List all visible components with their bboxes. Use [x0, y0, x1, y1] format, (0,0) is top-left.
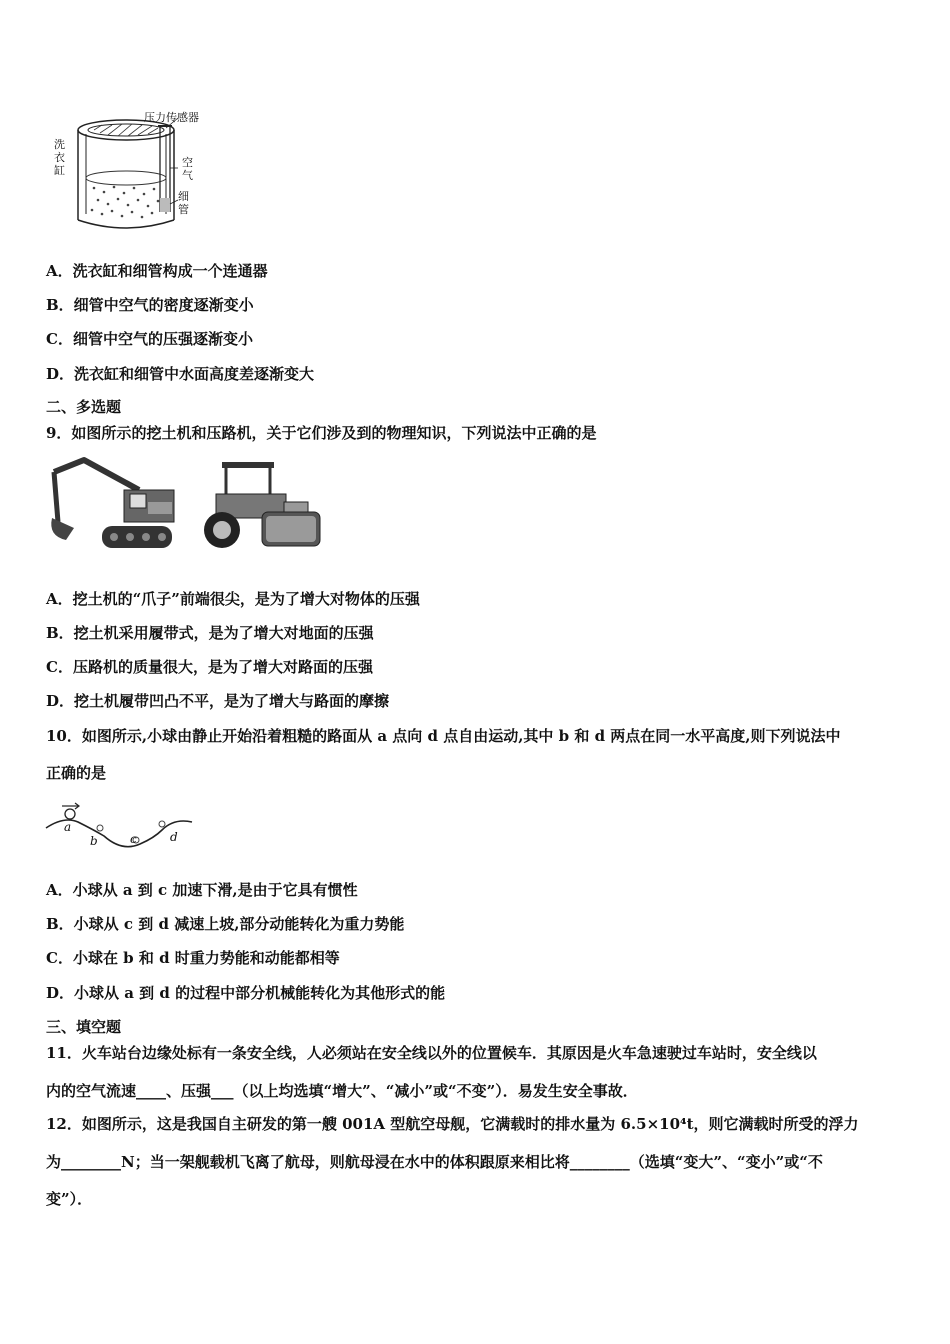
q9-option-d: D．挖土机履带凹凸不平，是为了增大与路面的摩擦 [46, 692, 390, 710]
q10-option-c: C．小球在 b 和 d 时重力势能和动能都相等 [46, 949, 340, 967]
road-roller-icon [204, 462, 320, 548]
excavator-roller-figure [44, 452, 324, 557]
q10-stem-line1: 10．如图所示,小球由静止开始沿着粗糙的路面从 a 点向 d 点自由运动,其中 b 和 d 两点在同一水平高度,则下列说法中 [46, 727, 841, 745]
q8-option-b: B．细管中空气的密度逐渐变小 [46, 296, 254, 314]
air-label: 空气 [182, 156, 193, 182]
point-b-label: b [90, 834, 98, 848]
q12-line2: 为________N；当一架舰载机飞离了航母，则航母浸在水中的体积跟原来相比将________（选填“变大”、“变小”或“不 [46, 1153, 823, 1171]
q8-option-a: A．洗衣缸和细管构成一个连通器 [46, 262, 268, 280]
q10-option-b: B．小球从 c 到 d 减速上坡,部分动能转化为重力势能 [46, 915, 405, 933]
q11-line2: 内的空气流速____、压强___（以上均选填“增大”、“减小”或“不变”）．易发生安全事故． [46, 1082, 638, 1100]
point-a-label: a [64, 820, 72, 834]
point-c-label: c [130, 832, 137, 846]
q8-option-c: C．细管中空气的压强逐渐变小 [46, 330, 253, 348]
q8-option-d: D．洗衣缸和细管中水面高度差逐渐变大 [46, 365, 315, 383]
q10-option-d: D．小球从 a 到 d 的过程中部分机械能转化为其他形式的能 [46, 984, 446, 1002]
q9-option-a: A．挖土机的“爪子”前端很尖，是为了增大对物体的压强 [46, 590, 420, 608]
q12-line3: 变”）． [46, 1190, 93, 1208]
q9-stem: 9．如图所示的挖土机和压路机，关于它们涉及到的物理知识，下列说法中正确的是 [46, 424, 597, 442]
q9-option-c: C．压路机的质量很大，是为了增大对路面的压强 [46, 658, 373, 676]
q12-line1: 12．如图所示，这是我国自主研发的第一艘 001A 型航空母舰，它满载时的排水量为 6.5×10⁴t，则它满载时所受的浮力 [46, 1115, 859, 1133]
q11-line1: 11．火车站台边缘处标有一条安全线，人必须站在安全线以外的位置候车．其原因是火车急速驶过车站时，安全线以 [46, 1044, 817, 1062]
q10-option-a: A．小球从 a 到 c 加速下滑,是由于它具有惯性 [46, 881, 358, 899]
point-d-label: d [170, 830, 178, 844]
section-heading-multi-choice: 二、多选题 [46, 398, 122, 416]
ball-track-figure [44, 800, 204, 860]
tub-label: 洗衣缸 [54, 138, 65, 177]
excavator-icon [51, 460, 174, 548]
sensor-label: 压力传感器 [144, 111, 199, 124]
q9-option-b: B．挖土机采用履带式，是为了增大对地面的压强 [46, 624, 374, 642]
tube-label: 细管 [178, 190, 189, 216]
washing-machine-figure [56, 108, 226, 243]
washing-machine-diagram [56, 108, 226, 243]
q10-stem-line2: 正确的是 [46, 764, 107, 782]
ball-icon [65, 809, 75, 819]
section-heading-fill-blank: 三、填空题 [46, 1018, 122, 1036]
